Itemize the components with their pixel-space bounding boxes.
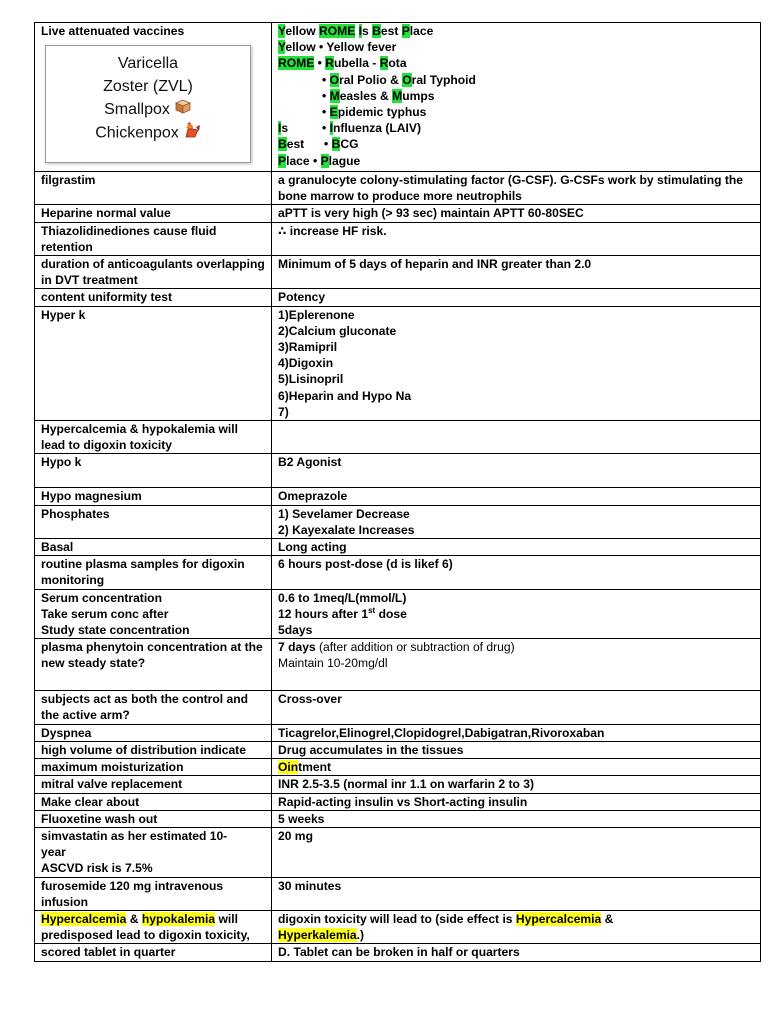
row-label-cell <box>35 421 272 454</box>
row-label: simvastatin as her estimated 10- <box>41 828 228 843</box>
row-value-cell <box>272 910 761 943</box>
row-value-cell <box>272 505 761 538</box>
row-value-cell <box>272 289 761 306</box>
mnemonic-text: • <box>322 121 330 136</box>
mnemonic-letter: I <box>358 24 363 38</box>
row-label-cell <box>35 810 272 827</box>
row-label: filgrastim <box>41 173 96 187</box>
mnemonic-text: umps <box>402 88 435 103</box>
notes-table <box>34 22 761 962</box>
list-item: 6)Heparin and Hypo Na <box>278 388 412 403</box>
row-label: Make clear about <box>41 794 140 809</box>
table-row <box>35 421 761 454</box>
row-label: content uniformity test <box>41 290 173 305</box>
row-value-cell <box>272 539 761 556</box>
mnemonic-text: CG <box>340 137 359 152</box>
table-row <box>35 172 761 205</box>
mnemonic-text: • <box>322 88 330 103</box>
row-value-cell <box>272 944 761 961</box>
mnemonic-text: • <box>322 72 330 87</box>
mnemonic-text: ral Typhoid <box>411 72 476 87</box>
table-row <box>35 944 761 961</box>
mnemonic-letter: I <box>278 121 282 136</box>
row-value-normal: (after addition or subtraction of drug) <box>315 640 515 655</box>
table-row <box>35 289 761 306</box>
row-value: INR 2.5-3.5 (normal inr 1.1 on warfarin 2 to 3) <box>278 777 535 792</box>
row-value: 6 hours post-dose (d is likef 6) <box>278 557 453 572</box>
list-item: 1)Eplerenone <box>278 307 355 322</box>
mnemonic-text: est <box>380 24 402 38</box>
row-label-cell <box>35 793 272 810</box>
table-row <box>35 877 761 910</box>
row-value-cell <box>272 691 761 724</box>
row-value-cell <box>272 222 761 255</box>
mnemonic-text: ellow <box>285 24 320 38</box>
table-row <box>35 505 761 538</box>
row-value: aPTT is very high (> 93 sec) maintain APTT 60-80SEC <box>278 206 584 221</box>
image-text: Smallpox <box>104 101 170 119</box>
row-label: Phosphates <box>41 506 110 521</box>
highlighted-text: hypokalemia <box>141 911 216 926</box>
row-value-cell <box>272 827 761 877</box>
row-value: 0.6 to 1meq/L(mmol/L) <box>278 590 407 605</box>
row-label: Live attenuated vaccines <box>41 24 185 38</box>
row-label-cell <box>35 691 272 724</box>
row-value: Cross-over <box>278 692 342 707</box>
list-item: 7) <box>278 404 289 419</box>
mnemonic-text: ubella - <box>333 56 380 71</box>
row-value-cell <box>272 877 761 910</box>
row-value-cell <box>272 172 761 205</box>
row-label: high volume of distribution indicate <box>41 742 246 757</box>
mnemonic-letter: ROME <box>319 24 356 38</box>
mnemonic-letter: E <box>329 105 338 120</box>
row-label: Dyspnea <box>41 725 92 740</box>
row-label: ASCVD risk is 7.5% <box>41 861 153 876</box>
rooster-icon <box>183 121 201 146</box>
row-label: maximum moisturization <box>41 760 184 775</box>
mnemonic-letter: M <box>392 88 403 103</box>
mnemonic-letter: P <box>320 153 329 168</box>
row-label-cell <box>35 827 272 877</box>
mnemonic-text: s <box>281 121 289 136</box>
mnemonic-line <box>278 120 754 136</box>
row-label-cell <box>35 759 272 776</box>
table-row <box>35 639 761 691</box>
row-value: 30 minutes <box>278 878 342 893</box>
table-row <box>35 23 761 172</box>
row-value-cell <box>272 205 761 222</box>
row-label-cell <box>35 256 272 289</box>
row-value-cell <box>272 810 761 827</box>
row-label: Hyper k <box>41 307 86 322</box>
mnemonic-line <box>278 153 754 169</box>
mnemonic-text: easles & <box>339 88 393 103</box>
row-label: duration of anticoagulants overlapping in DVT treatment <box>41 257 265 288</box>
table-row <box>35 776 761 793</box>
row-label: furosemide 120 mg intravenous infusion <box>41 878 224 909</box>
row-value-cell <box>272 724 761 741</box>
table-row <box>35 589 761 639</box>
highlighted-text: Oin <box>278 760 299 775</box>
row-value: 5 weeks <box>278 811 325 826</box>
row-label-cell <box>35 877 272 910</box>
row-label-cell <box>35 306 272 420</box>
row-label <box>41 911 265 943</box>
row-value: D. Tablet can be broken in half or quarters <box>278 945 520 960</box>
mnemonic-letter: M <box>329 88 340 103</box>
row-value <box>278 606 754 622</box>
mnemonic-text: • <box>322 105 330 120</box>
table-row <box>35 556 761 589</box>
mnemonic-line <box>278 104 754 120</box>
mnemonic-line <box>278 72 754 88</box>
list-item: 4)Digoxin <box>278 356 334 371</box>
row-label: Take serum conc after <box>41 606 169 621</box>
row-value-cell <box>272 556 761 589</box>
mnemonic-letter: O <box>329 72 340 87</box>
table-row <box>35 793 761 810</box>
row-value <box>278 639 754 655</box>
mnemonic-text: est <box>286 137 305 152</box>
mnemonic-line <box>278 23 754 39</box>
row-value: Ticagrelor,Elinogrel,Clopidogrel,Dabigatran,Rivoroxaban <box>278 725 605 740</box>
row-label: Study state concentration <box>41 623 190 638</box>
vaccine-image <box>45 45 251 163</box>
row-label-cell <box>35 589 272 639</box>
list-item: 1) Sevelamer Decrease <box>278 506 410 521</box>
mnemonic-text: ota <box>388 56 407 71</box>
row-label-cell <box>35 505 272 538</box>
row-value-cell <box>272 793 761 810</box>
row-value-cell <box>272 421 761 454</box>
image-text: Varicella <box>117 55 179 73</box>
list-item: 5)Lisinopril <box>278 372 344 387</box>
mnemonic-letter: P <box>401 24 410 38</box>
table-row <box>35 306 761 420</box>
row-value-text: dose <box>375 606 407 621</box>
table-row <box>35 205 761 222</box>
table-row <box>35 910 761 943</box>
image-line-smallpox <box>46 98 250 121</box>
mnemonic-text: • <box>324 137 332 152</box>
table-row <box>35 488 761 505</box>
mnemonic-letter: R <box>325 56 334 71</box>
table-row <box>35 454 761 488</box>
image-line-chickenpox <box>46 121 250 146</box>
row-value-cell <box>272 589 761 639</box>
table-row <box>35 222 761 255</box>
row-label-cell <box>35 776 272 793</box>
row-value-text: .) <box>356 928 365 943</box>
mnemonic-line <box>278 39 754 55</box>
row-value: 5days <box>278 623 313 638</box>
row-label-cell <box>35 741 272 758</box>
row-label: subjects act as both the control and the active arm? <box>41 692 248 723</box>
row-label-cell <box>35 724 272 741</box>
row-label-cell <box>35 222 272 255</box>
image-text: Zoster (ZVL) <box>103 78 193 96</box>
row-label: Fluoxetine wash out <box>41 811 158 826</box>
mnemonic-text: • <box>309 153 321 168</box>
row-value: Rapid-acting insulin vs Short-acting insulin <box>278 794 528 809</box>
table-row <box>35 827 761 877</box>
row-label: year <box>41 845 66 860</box>
row-value: ∴ increase HF risk. <box>278 223 387 238</box>
mnemonic-letter: B <box>372 24 381 38</box>
mnemonic-letter: Y <box>278 40 286 55</box>
row-label-cell <box>35 556 272 589</box>
mnemonic-letter: ROME <box>278 56 315 71</box>
mnemonic-text: lace <box>286 153 310 168</box>
row-label: Thiazolidinediones cause fluid retention <box>41 223 217 254</box>
row-label: routine plasma samples for digoxin monitoring <box>41 557 245 588</box>
row-value-cell <box>272 23 761 172</box>
mnemonic-text: pidemic typhus <box>337 105 427 120</box>
table-row <box>35 256 761 289</box>
list-item: 2)Calcium gluconate <box>278 323 397 338</box>
row-label: Hypo magnesium <box>41 489 142 504</box>
row-value: Omeprazole <box>278 489 348 504</box>
row-value-cell <box>272 776 761 793</box>
row-value-bold: 7 days <box>278 640 316 655</box>
mnemonic-text: lace <box>409 24 434 38</box>
row-label: Heparine normal value <box>41 206 171 221</box>
row-label-cell <box>35 172 272 205</box>
mnemonic-text: nfluenza (LAIV) <box>332 121 421 136</box>
row-label: scored tablet in quarter <box>41 945 176 960</box>
row-label-cell <box>35 488 272 505</box>
row-label: plasma phenytoin concentration at the new steady state? <box>41 640 263 671</box>
row-value: B2 Agonist <box>278 455 342 470</box>
row-value: Maintain 10-20mg/dl <box>278 656 388 671</box>
row-value-cell <box>272 741 761 758</box>
mnemonic-line <box>278 88 754 104</box>
table-row <box>35 539 761 556</box>
row-label-cell <box>35 944 272 961</box>
mnemonic-line <box>278 136 754 152</box>
row-value: Potency <box>278 290 326 305</box>
mnemonic-line <box>278 55 754 71</box>
row-value-text: tment <box>298 760 332 775</box>
table-row <box>35 741 761 758</box>
mnemonic-text: ral Polio & <box>339 72 403 87</box>
box-icon <box>174 98 192 121</box>
list-item: 3)Ramipril <box>278 340 338 355</box>
row-label: mitral valve replacement <box>41 777 183 792</box>
row-value: Drug accumulates in the tissues <box>278 742 464 757</box>
row-value: Minimum of 5 days of heparin and INR greater than 2.0 <box>278 257 592 272</box>
row-label: Hypo k <box>41 455 82 470</box>
row-value-text: digoxin toxicity will lead to (side effect is <box>278 911 516 926</box>
row-value-text: 12 hours after 1 <box>278 606 369 621</box>
mnemonic-letter: B <box>278 137 287 152</box>
notes-sheet <box>34 22 746 962</box>
table-row <box>35 810 761 827</box>
row-value <box>278 911 754 943</box>
superscript: st <box>368 605 376 615</box>
row-value: 20 mg <box>278 828 313 843</box>
row-label-cell <box>35 454 272 488</box>
mnemonic-text: ellow • Yellow fever <box>285 40 397 55</box>
mnemonic-letter: B <box>331 137 341 152</box>
row-label-text: & <box>126 911 142 926</box>
mnemonic-text: lague <box>328 153 361 168</box>
row-value-cell <box>272 759 761 776</box>
table-row <box>35 691 761 724</box>
table-row <box>35 759 761 776</box>
row-label-cell <box>35 910 272 943</box>
mnemonic-text: s <box>362 24 373 38</box>
highlighted-text: Hypercalcemia <box>41 911 127 926</box>
row-label-cell <box>35 539 272 556</box>
mnemonic-letter: I <box>329 121 333 136</box>
row-value-cell <box>272 639 761 691</box>
highlighted-text: Hyperkalemia <box>278 928 357 943</box>
mnemonic-letter: P <box>278 153 287 168</box>
mnemonic-letter: Y <box>278 24 286 38</box>
row-value: a granulocyte colony-stimulating factor (G-CSF). G-CSFs work by stimulating the bone marrow to produce more neutrophils <box>278 173 743 204</box>
image-text: Chickenpox <box>95 125 179 143</box>
table-row <box>35 724 761 741</box>
row-value <box>278 759 754 775</box>
row-label-cell <box>35 639 272 691</box>
row-label: Serum concentration <box>41 590 162 605</box>
mnemonic-letter: O <box>402 72 412 87</box>
row-label: Basal <box>41 540 74 555</box>
row-label-cell <box>35 23 272 172</box>
highlighted-text: Hypercalcemia <box>515 911 602 926</box>
row-value-text: & <box>601 911 614 926</box>
row-value-cell <box>272 488 761 505</box>
row-value-cell <box>272 306 761 420</box>
row-label: Hypercalcemia & hypokalemia will lead to digoxin toxicity <box>41 422 238 453</box>
row-label-cell <box>35 205 272 222</box>
row-label-text: will predisposed lead to digoxin toxicity, <box>41 911 250 943</box>
row-value-cell <box>272 454 761 488</box>
row-value-cell <box>272 256 761 289</box>
mnemonic-text: • <box>314 56 326 71</box>
row-label-cell <box>35 289 272 306</box>
mnemonic-letter: R <box>379 56 389 71</box>
list-item: 2) Kayexalate Increases <box>278 522 415 537</box>
row-value: Long acting <box>278 540 347 555</box>
